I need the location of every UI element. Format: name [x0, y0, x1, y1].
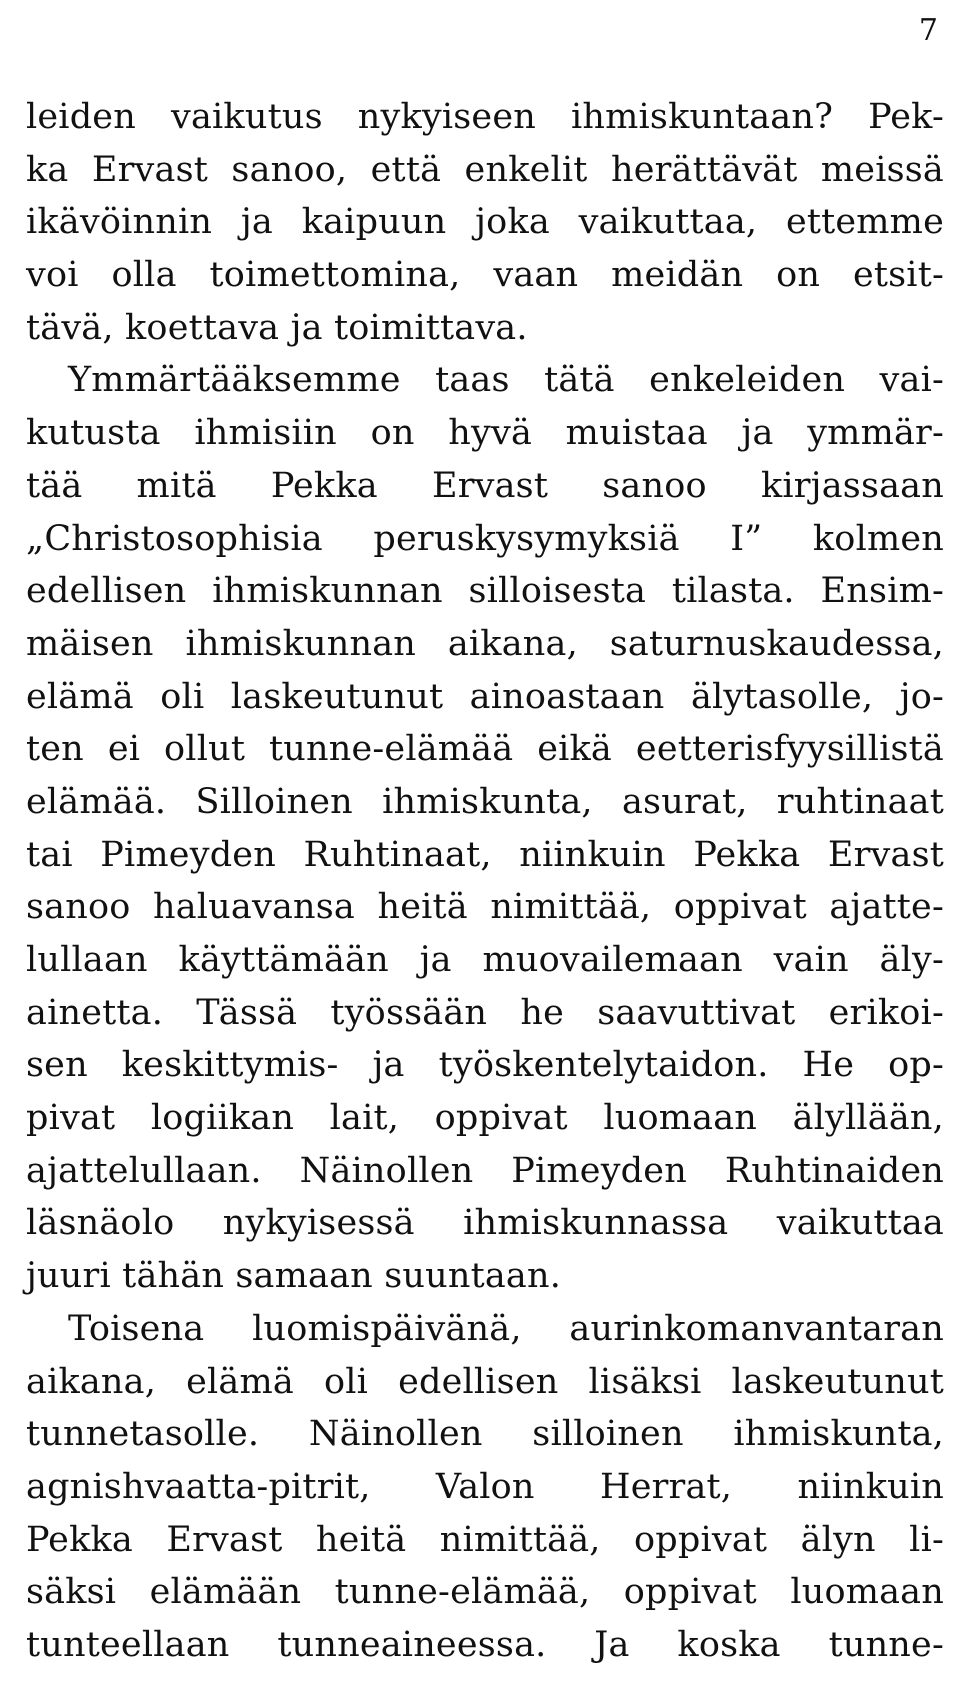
- text-line: sen keskittymis- ja työskentelytaidon. He op-: [26, 1045, 944, 1086]
- text-line: kutusta ihmisiin on hyvä muistaa ja ymmär-: [26, 413, 944, 454]
- text-line: tai Pimeyden Ruhtinaat, niinkuin Pekka Ervast: [26, 834, 944, 875]
- text-line: Ymmärtääksemme taas tätä enkeleiden vai-: [68, 360, 944, 401]
- text-line: Pekka Ervast heitä nimittää, oppivat älyn li-: [26, 1519, 944, 1560]
- text-line: leiden vaikutus nykyiseen ihmiskuntaan? Pek-: [26, 97, 944, 137]
- text-line: mäisen ihmiskunnan aikana, saturnuskaudessa,: [26, 623, 944, 664]
- text-line: ka Ervast sanoo, että enkelit herättävät meissä: [26, 149, 944, 190]
- body-text: [26, 91, 944, 1672]
- text-line: lullaan käyttämään ja muovailemaan vain äly-: [26, 940, 944, 980]
- text-line: edellisen ihmiskunnan silloisesta tilasta. Ensim-: [26, 571, 944, 612]
- text-line: „Christosophisia peruskysymyksiä I” kolmen: [26, 518, 944, 559]
- text-line: pivat logiikan lait, oppivat luomaan älyllään,: [26, 1098, 944, 1139]
- text-line: läsnäolo nykyisessä ihmiskunnassa vaikuttaa: [26, 1203, 944, 1244]
- text-line: ten ei ollut tunne-elämää eikä eetterisfyysillistä: [26, 729, 944, 770]
- text-line: Toisena luomispäivänä, aurinkomanvantaran: [68, 1308, 944, 1349]
- text-line: säksi elämään tunne-elämää, oppivat luomaan: [26, 1572, 944, 1613]
- text-line: ainetta. Tässä työssään he saavuttivat erikoi-: [26, 992, 944, 1033]
- text-line: juuri tähän samaan suuntaan.: [26, 1256, 562, 1297]
- text-line: tävä, koettava ja toimittava.: [26, 307, 528, 348]
- text-line: tää mitä Pekka Ervast sanoo kirjassaan: [26, 465, 944, 506]
- text-line: tunteellaan tunneaineessa. Ja koska tunne-: [26, 1624, 944, 1665]
- text-line: ikävöinnin ja kaipuun joka vaikuttaa, ettemme: [26, 202, 944, 243]
- text-line: elämä oli laskeutunut ainoastaan älytasolle, jo-: [26, 676, 944, 717]
- text-line: elämää. Silloinen ihmiskunta, asurat, ruhtinaat: [26, 781, 944, 822]
- text-line: sanoo haluavansa heitä nimittää, oppivat ajatte-: [26, 887, 944, 928]
- text-line: tunnetasolle. Näinollen silloinen ihmiskunta,: [26, 1414, 944, 1455]
- text-line: ajattelullaan. Näinollen Pimeyden Ruhtinaiden: [26, 1150, 944, 1191]
- text-line: agnishvaatta-pitrit, Valon Herrat, niinkuin: [26, 1466, 944, 1507]
- page-number: 7: [918, 13, 938, 48]
- text-line: voi olla toimettomina, vaan meidän on etsit-: [26, 255, 944, 296]
- text-line: aikana, elämä oli edellisen lisäksi laskeutunut: [26, 1361, 944, 1402]
